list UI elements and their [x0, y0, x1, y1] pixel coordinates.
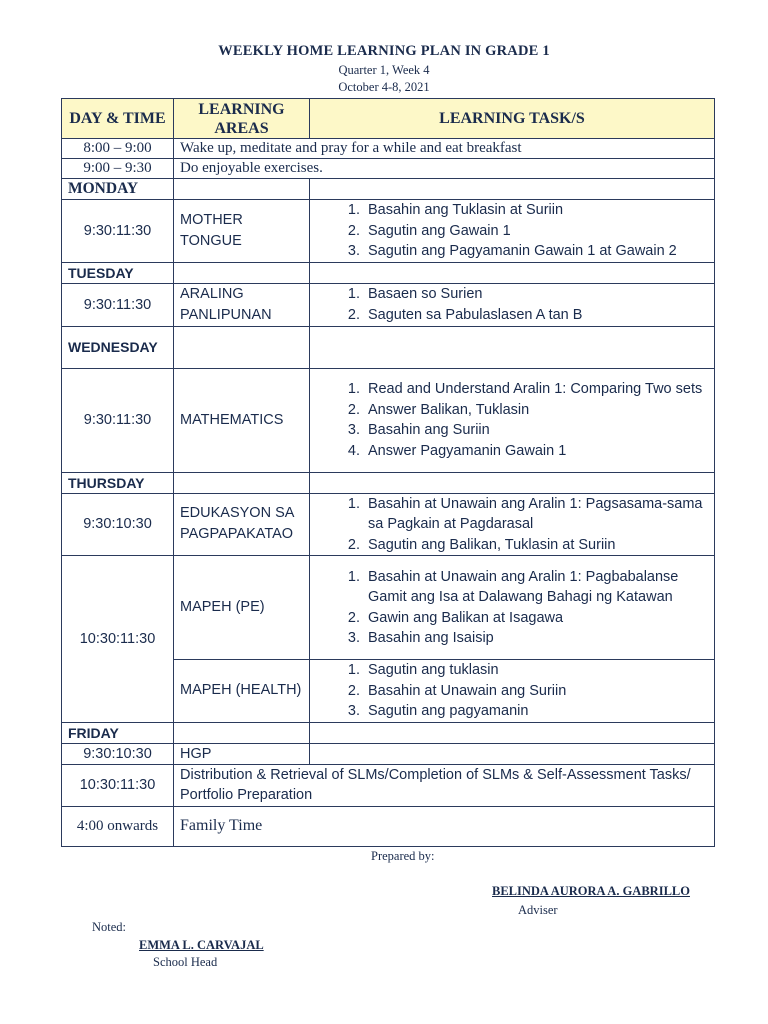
list-item: 2. Basahin at Unawain ang Suriin [364, 681, 708, 702]
learning-area-cell: HGP [174, 743, 310, 764]
list-item: 1. Read and Understand Aralin 1: Comparing Two sets [364, 379, 708, 400]
day-row-tuesday [62, 262, 715, 283]
col-header-learning-tasks: LEARNING TASK/S [310, 99, 715, 139]
time-cell: 9:30:11:30 [62, 283, 174, 326]
col-header-day-time: DAY & TIME [62, 99, 174, 139]
tasks-cell [310, 660, 715, 723]
learning-area-cell: ARALING PANLIPUNAN [174, 283, 310, 326]
adviser-name: BELINDA AURORA A. GABRILLO [492, 884, 690, 898]
day-row-thursday [62, 472, 715, 493]
table-row [62, 806, 715, 846]
learning-area-cell: MATHEMATICS [174, 368, 310, 472]
list-item: 1. Sagutin ang tuklasin [364, 660, 708, 681]
time-cell: 10:30:11:30 [62, 764, 174, 806]
prepared-by-label: Prepared by: [371, 849, 435, 863]
learning-area-cell: EDUKASYON SA PAGPAPAKATAO [174, 493, 310, 556]
empty-cell [174, 179, 310, 200]
tasks-cell [310, 493, 715, 556]
table-row [62, 493, 715, 556]
date-range: October 4-8, 2021 [338, 80, 430, 94]
tasks-cell [310, 556, 715, 660]
list-item: 3. Sagutin ang pagyamanin [364, 701, 708, 722]
list-item: 1. Basahin at Unawain ang Aralin 1: Pagsasama-sama sa Pagkain at Pagdarasal [364, 494, 708, 535]
time-cell: 9:30:11:30 [62, 368, 174, 472]
table-row [62, 556, 715, 660]
day-label: THURSDAY [62, 472, 174, 493]
list-item: 3. Sagutin ang Pagyamanin Gawain 1 at Gawain 2 [364, 241, 708, 262]
table-row [62, 743, 715, 764]
table-row [62, 139, 715, 159]
day-label: TUESDAY [62, 262, 174, 283]
activity-cell: Family Time [174, 806, 715, 846]
list-item: 2. Sagutin ang Gawain 1 [364, 221, 708, 242]
day-row-friday [62, 722, 715, 743]
time-cell: 10:30:11:30 [62, 556, 174, 723]
task-list [316, 284, 708, 325]
list-item: 2. Gawin ang Balikan at Isagawa [364, 608, 708, 629]
day-row-wednesday [62, 326, 715, 368]
list-item: 2. Saguten sa Pabulaslasen A tan B [364, 305, 708, 326]
day-label: WEDNESDAY [62, 326, 174, 368]
day-label: MONDAY [62, 179, 174, 200]
time-cell: 9:30:10:30 [62, 493, 174, 556]
empty-cell [310, 262, 715, 283]
list-item: 1. Basahin ang Tuklasin at Suriin [364, 200, 708, 221]
quarter-label: Quarter 1, Week 4 [338, 63, 430, 77]
time-cell: 9:30:10:30 [62, 743, 174, 764]
task-list [316, 567, 708, 649]
list-item: 1. Basahin at Unawain ang Aralin 1: Pagbabalanse Gamit ang Isa at Dalawang Bahagi ng Katawan [364, 567, 708, 608]
table-row [62, 159, 715, 179]
col-header-learning-areas: LEARNING AREAS [174, 99, 310, 139]
school-head-name: EMMA L. CARVAJAL [139, 938, 264, 952]
day-row-monday [62, 179, 715, 200]
task-list [316, 660, 708, 722]
list-item: 3. Basahin ang Suriin [364, 420, 708, 441]
list-item: 2. Answer Balikan, Tuklasin [364, 400, 708, 421]
task-list [316, 200, 708, 262]
activity-cell: Do enjoyable exercises. [174, 159, 715, 179]
activity-cell: Wake up, meditate and pray for a while and eat breakfast [174, 139, 715, 159]
learning-area-cell: MAPEH (PE) [174, 556, 310, 660]
time-cell: 9:00 – 9:30 [62, 159, 174, 179]
empty-cell [310, 743, 715, 764]
school-head-role: School Head [153, 955, 218, 969]
learning-plan-table [61, 98, 715, 847]
list-item: 4. Answer Pagyamanin Gawain 1 [364, 441, 708, 462]
document-title: WEEKLY HOME LEARNING PLAN IN GRADE 1 [218, 43, 550, 59]
empty-cell [174, 472, 310, 493]
empty-cell [174, 326, 310, 368]
table-header-row [62, 99, 715, 139]
empty-cell [310, 179, 715, 200]
empty-cell [174, 262, 310, 283]
table-row [62, 200, 715, 263]
empty-cell [310, 326, 715, 368]
task-list [316, 494, 708, 556]
table-row [62, 283, 715, 326]
learning-area-cell: MAPEH (HEALTH) [174, 660, 310, 723]
day-label: FRIDAY [62, 722, 174, 743]
tasks-cell [310, 283, 715, 326]
time-cell: 8:00 – 9:00 [62, 139, 174, 159]
tasks-cell [310, 200, 715, 263]
empty-cell [310, 722, 715, 743]
tasks-cell [310, 368, 715, 472]
empty-cell [310, 472, 715, 493]
learning-area-cell: MOTHER TONGUE [174, 200, 310, 263]
noted-label: Noted: [92, 920, 127, 934]
adviser-role: Adviser [518, 903, 558, 917]
list-item: 3. Basahin ang Isaisip [364, 628, 708, 649]
empty-cell [174, 722, 310, 743]
list-item: 1. Basaen so Surien [364, 284, 708, 305]
activity-cell: Distribution & Retrieval of SLMs/Completion of SLMs & Self-Assessment Tasks/ Portfolio Preparation [174, 764, 715, 806]
time-cell: 9:30:11:30 [62, 200, 174, 263]
task-list [316, 379, 708, 461]
table-row [62, 764, 715, 806]
table-row [62, 368, 715, 472]
list-item: 2. Sagutin ang Balikan, Tuklasin at Suriin [364, 535, 708, 556]
time-cell: 4:00 onwards [62, 806, 174, 846]
